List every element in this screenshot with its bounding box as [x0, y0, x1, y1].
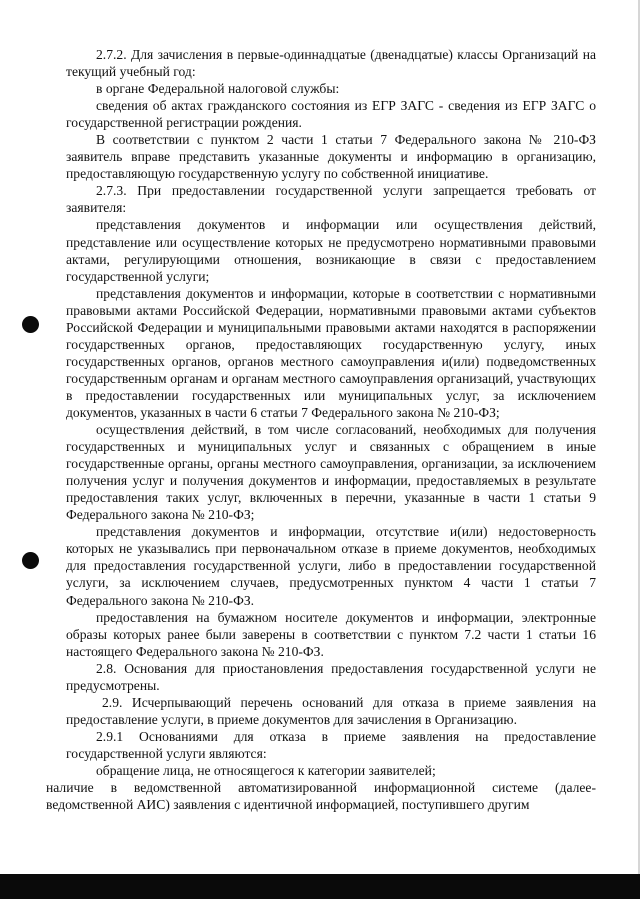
- paragraph: представления документов и информации или осуществления действий, представление или осуществление которых не предусмотрено нормативными правовыми актами, регулирующими отношения, возникающие в связи с предоставлением государственной услуги;: [66, 217, 596, 284]
- paragraph: 2.7.3. При предоставлении государственной услуги запрещается требовать от заявителя:: [66, 183, 596, 216]
- paragraph: 2.8. Основания для приостановления предоставления государственной услуги не предусмотрены.: [66, 660, 596, 693]
- paragraph: В соответствии с пунктом 2 части 1 статьи 7 Федерального закона № 210-ФЗ заявитель вправе представить указанные документы и информацию в организацию, предоставляющую государственную услугу по собственной инициативе.: [66, 132, 596, 182]
- paragraph: 2.9. Исчерпывающий перечень оснований для отказа в приеме заявления на предоставление услуги, в приеме документов для зачисления в Организацию.: [66, 694, 596, 727]
- paragraph: представления документов и информации, отсутствие и(или) недостоверность которых не указывались при первоначальном отказе в приеме документов, необходимых для предоставления государственной услуги, либо в предоставлении государственной услуги, за исключением случаев, предусмотренных пунктом 4 части 1 статьи 7 Федерального закона № 210-ФЗ.: [66, 524, 596, 608]
- paragraph: в органе Федеральной налоговой службы:: [96, 81, 340, 97]
- document-body: [46, 46, 596, 813]
- scan-bottom-edge: [0, 874, 640, 899]
- paragraph: наличие в ведомственной автоматизированной информационной системе (далее-ведомственной АИС) заявления с идентичной информацией, поступившего другим: [46, 780, 596, 813]
- paragraph: обращение лица, не относящегося к категории заявителей;: [96, 762, 436, 778]
- paragraph: сведения об актах гражданского состояния из ЕГР ЗАГС - сведения из ЕГР ЗАГС о государственной регистрации рождения.: [66, 98, 596, 131]
- paragraph: осуществления действий, в том числе согласований, необходимых для получения государственных и муниципальных услуг и связанных с обращением в иные государственные органы, органы местного самоуправления, организации, за исключением получения услуг и получения документов и информации, предоставляемых в результате предоставления таких услуг, включенных в перечни, указанные в части 1 статьи 9 Федерального закона № 210-ФЗ;: [66, 422, 596, 523]
- paragraph: предоставления на бумажном носителе документов и информации, электронные образы которых ранее были заверены в соответствии с пунктом 7.2 части 1 статьи 16 настоящего Федерального закона № 210-ФЗ.: [66, 609, 596, 659]
- paragraph: представления документов и информации, которые в соответствии с нормативными правовыми актами Российской Федерации, нормативными правовыми актами субъектов Российской Федерации и муниципальными правовыми актами находятся в распоряжении государственных органов, предоставляющих государственную услугу, иных государственных органов, органов местного самоуправления и(или) подведомственных государственным органам и органам местного самоуправления организаций, участвующих в предоставлении государственных или муниципальных услуг, за исключением документов, указанных в части 6 статьи 7 Федерального закона № 210-ФЗ;: [66, 285, 596, 420]
- paragraph: 2.9.1 Основаниями для отказа в приеме заявления на предоставление государственной услуги являются:: [66, 728, 596, 761]
- punch-hole-icon: [22, 316, 39, 333]
- punch-hole-icon: [22, 552, 39, 569]
- paragraph: 2.7.2. Для зачисления в первые-одиннадцатые (двенадцатые) классы Организаций на текущий учебный год:: [66, 47, 596, 80]
